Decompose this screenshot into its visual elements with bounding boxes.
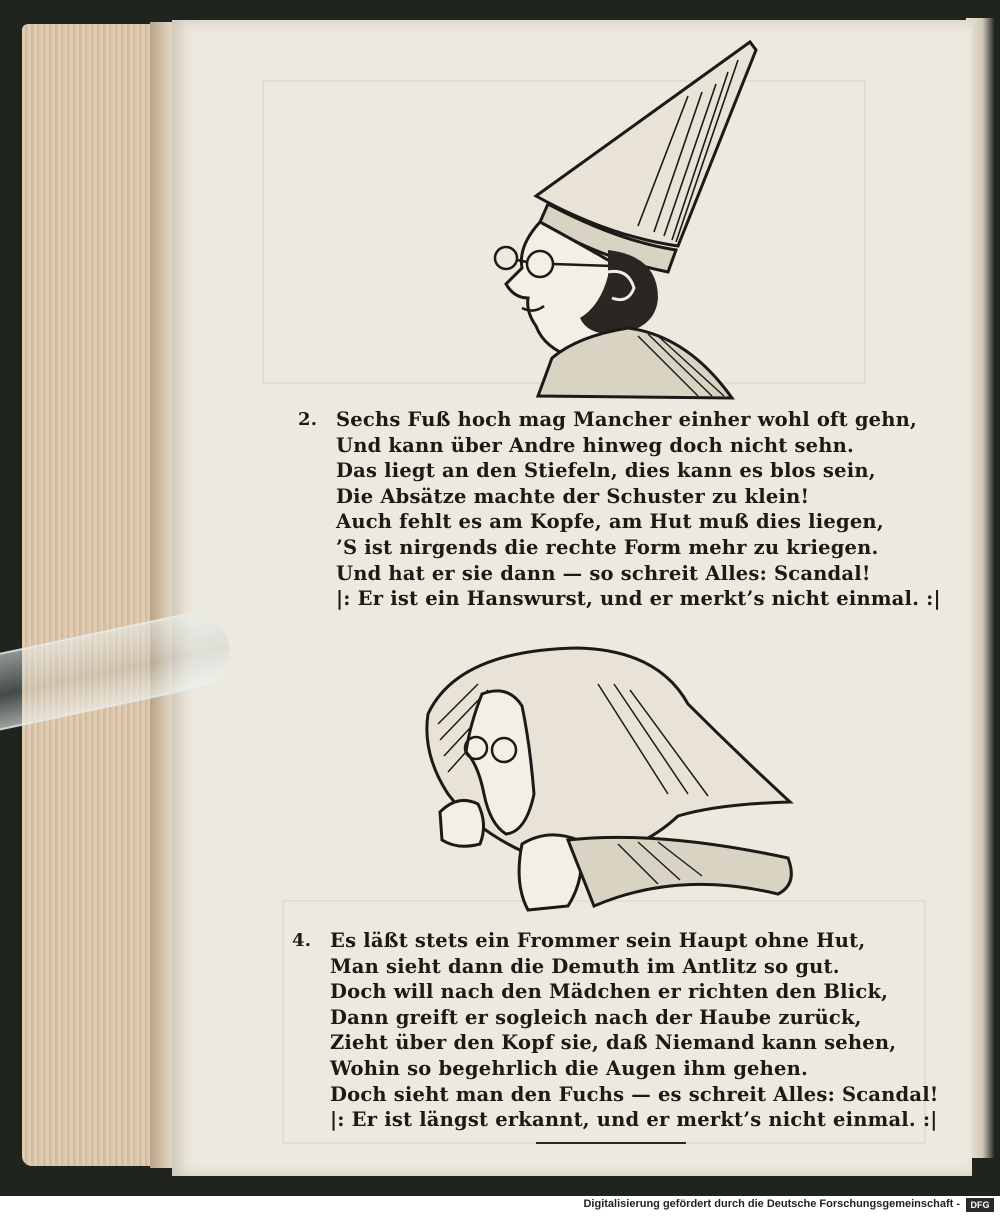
man-with-pointed-cap-illustration [488,36,768,402]
verse-4 [292,928,939,1133]
footer-bar [0,1196,1000,1216]
pointed-nightcap-portrait-icon [488,36,768,402]
verse-line: Und kann über Andre hinweg doch nicht sehn. [336,433,855,457]
closing-rule [536,1142,686,1144]
verse-line: ’S ist nirgends die rechte Form mehr zu kriegen. [336,535,879,559]
verse-line: Doch sieht man den Fuchs — es schreit Alles: Scandal! [330,1082,939,1106]
verse-line: Sechs Fuß hoch mag Mancher einher wohl oft gehn, [336,408,918,431]
verse-line: Wohin so begehrlich die Augen ihm gehen. [330,1056,808,1080]
verse-line: |: Er ist ein Hanswurst, und er merkt’s nicht einmal. :| [336,587,941,611]
hooded-figure-portrait-icon [418,644,808,916]
verse-line: Und hat er sie dann — so schreit Alles: Scandal! [336,561,871,585]
verse-number: 2. [298,409,318,430]
dfg-logo-icon: DFG [966,1198,994,1212]
verse-line: Doch will nach den Mädchen er richten den Blick, [330,980,889,1004]
verse-line: Dann greift er sogleich nach der Haube zurück, [330,1005,862,1029]
verse-line: Es läßt stets ein Frommer sein Haupt ohne Hut, [330,929,866,952]
verse-2 [298,407,941,612]
funding-credit: Digitalisierung gefördert durch die Deutsche Forschungsgemeinschaft - [583,1198,960,1210]
verse-line: |: Er ist längst erkannt, und er merkt’s nicht einmal. :| [330,1108,938,1132]
verse-number: 4. [292,930,312,951]
man-with-hood-illustration [418,644,808,916]
verse-line: Das liegt an den Stiefeln, dies kann es blos sein, [336,459,876,483]
verse-line: Die Absätze machte der Schuster zu klein! [336,484,810,508]
verse-line: Auch fehlt es am Kopfe, am Hut muß dies liegen, [336,510,884,534]
verse-line: Man sieht dann die Demuth im Antlitz so gut. [330,954,840,978]
verse-line: Zieht über den Kopf sie, daß Niemand kann sehen, [330,1031,897,1055]
